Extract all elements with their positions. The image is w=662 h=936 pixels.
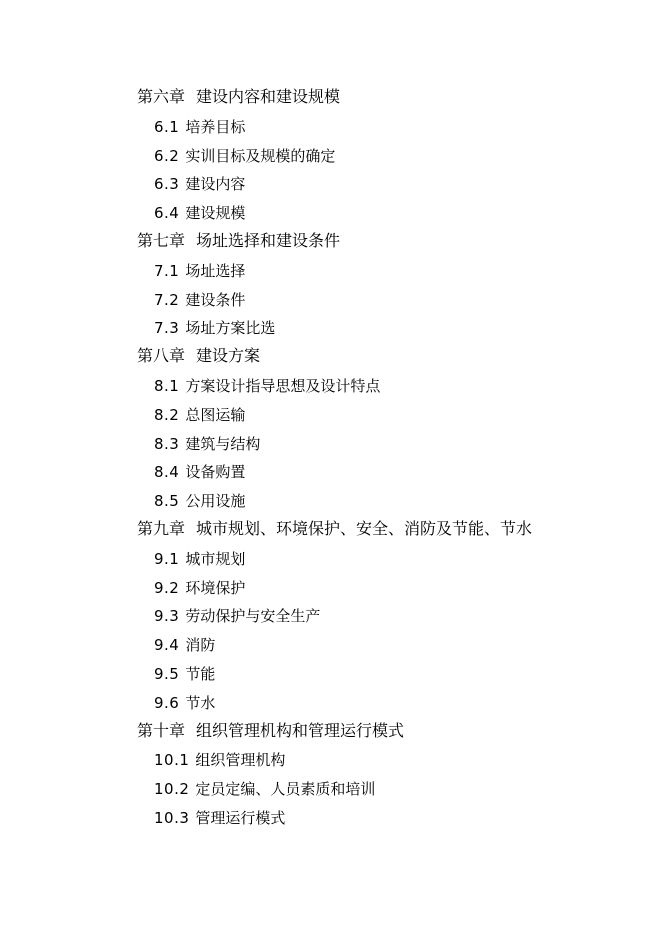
section-title: 环境保护 [185,578,246,597]
section-title: 城市规划 [185,549,246,568]
section-title: 建设规模 [185,204,246,223]
table-of-contents [0,83,662,832]
section-title: 定员定编、人员素质和培训 [195,780,376,799]
section-number: 9.2 [154,578,180,597]
chapter-label: 第七章 [137,230,186,250]
toc-section-entry [0,803,662,832]
section-title: 管理运行模式 [195,808,286,827]
toc-section-entry [0,457,662,486]
section-title: 建设条件 [185,290,246,309]
toc-section-entry [0,688,662,717]
section-number: 9.6 [154,693,180,712]
section-title: 场址方案比选 [185,319,276,338]
chapter-label: 第八章 [137,346,186,366]
section-title: 节能 [185,664,216,683]
chapter-title: 建设方案 [196,346,261,366]
section-title: 公用设施 [185,492,246,511]
toc-section-entry [0,285,662,314]
section-number: 9.5 [154,664,180,683]
section-title: 消防 [185,636,216,655]
toc-section-entry [0,573,662,602]
toc-section-entry [0,400,662,429]
toc-section-entry [0,371,662,400]
toc-chapter-heading [0,342,662,371]
section-number: 10.1 [154,751,190,770]
section-number: 8.4 [154,463,180,482]
toc-section-entry [0,630,662,659]
toc-section-entry [0,429,662,458]
toc-section-entry [0,774,662,803]
section-number: 6.1 [154,117,180,136]
section-title: 组织管理机构 [195,751,286,770]
section-number: 9.1 [154,549,180,568]
section-number: 7.3 [154,319,180,338]
section-title: 劳动保护与安全生产 [185,607,321,626]
section-title: 实训目标及规模的确定 [185,146,336,165]
section-title: 节水 [185,693,216,712]
section-title: 建设内容 [185,175,246,194]
toc-section-entry [0,198,662,227]
toc-section-entry [0,601,662,630]
toc-section-entry [0,313,662,342]
toc-section-entry [0,141,662,170]
section-title: 总图运输 [185,405,246,424]
section-number: 8.2 [154,405,180,424]
section-number: 8.1 [154,376,180,395]
toc-chapter-heading [0,227,662,256]
section-number: 10.3 [154,808,190,827]
toc-section-entry [0,544,662,573]
toc-section-entry [0,169,662,198]
toc-section-entry [0,745,662,774]
chapter-label: 第十章 [137,720,186,740]
section-number: 9.4 [154,636,180,655]
chapter-title: 组织管理机构和管理运行模式 [196,720,405,740]
chapter-title: 场址选择和建设条件 [196,230,341,250]
chapter-label: 第九章 [137,518,186,538]
section-number: 7.1 [154,261,180,280]
toc-chapter-heading [0,515,662,544]
section-title: 方案设计指导思想及设计特点 [185,376,381,395]
section-title: 场址选择 [185,261,246,280]
toc-section-entry [0,112,662,141]
section-number: 7.2 [154,290,180,309]
toc-chapter-heading [0,83,662,112]
section-number: 8.3 [154,434,180,453]
toc-section-entry [0,256,662,285]
section-title: 建筑与结构 [185,434,261,453]
section-title: 设备购置 [185,463,246,482]
section-number: 10.2 [154,780,190,799]
chapter-title: 建设内容和建设规模 [196,87,341,106]
section-number: 9.3 [154,607,180,626]
chapter-label: 第六章 [137,87,186,106]
toc-section-entry [0,659,662,688]
section-number: 6.2 [154,146,180,165]
section-number: 8.5 [154,492,180,511]
section-number: 6.3 [154,175,180,194]
section-number: 6.4 [154,204,180,223]
toc-section-entry [0,486,662,515]
chapter-title: 城市规划、环境保护、安全、消防及节能、节水 [196,518,533,538]
section-title: 培养目标 [185,117,246,136]
toc-chapter-heading [0,717,662,746]
